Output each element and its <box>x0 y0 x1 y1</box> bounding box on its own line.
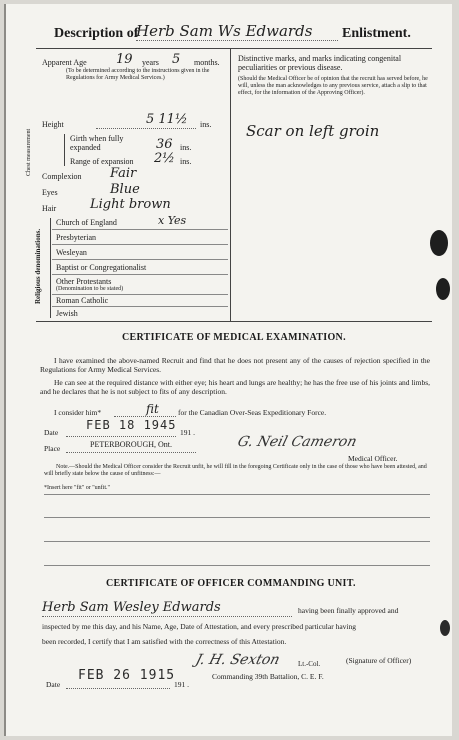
medical-para-1: I have examined the above-named Recruit and find that he does not present any of the causes of rejection specified in the Regulations for Army Medical Services. <box>40 356 430 374</box>
religion-row-line-3 <box>52 274 228 275</box>
height-value: 5 11½ <box>146 112 188 127</box>
medical-officer-signature: G. Neil Cameron <box>235 434 359 450</box>
consider-line <box>114 416 176 417</box>
girth-unit: ins. <box>180 143 192 152</box>
years-label: years <box>142 58 159 67</box>
commanding-unit: Commanding 39th Battalion, C. E. F. <box>212 672 324 681</box>
commanding-line-3: been recorded, I certify that I am satisfied with the correctness of this Attestation. <box>42 637 287 646</box>
consider-value: fit <box>146 402 159 416</box>
religion-item-denomination-note: (Denomination to be stated) <box>56 286 124 292</box>
unfitness-line-2 <box>44 517 430 518</box>
chest-measurement-label: Chest measurement <box>26 128 32 176</box>
girth-value: 36 <box>156 137 173 152</box>
complexion-value: Fair <box>110 166 137 181</box>
consider-suffix: for the Canadian Over-Seas Expeditionary Force. <box>178 408 327 417</box>
distinctive-marks-note: (Should the Medical Officer be of opinion that the recruit has served before, he will, unless the man acknowledges to any previous service, attach a slip to that effect, for the information of the Approving Officer). <box>238 76 428 96</box>
range-value: 2½ <box>154 151 175 166</box>
religion-row-line-4 <box>52 294 228 295</box>
religion-label: Religious denominations. <box>34 228 42 304</box>
apparent-age-label: Apparent Age <box>42 58 87 67</box>
commanding-name-line <box>42 616 292 617</box>
consider-prefix: I consider him* <box>54 408 102 417</box>
medical-date-label: Date <box>44 428 59 437</box>
unfitness-line-4 <box>44 565 430 566</box>
religion-mark-church-of-england: x Yes <box>158 214 187 227</box>
medical-officer-label: Medical Officer. <box>348 454 398 463</box>
religion-item-jewish: Jewish <box>56 309 78 318</box>
commanding-certificate-title: CERTIFICATE OF OFFICER COMMANDING UNIT. <box>106 578 356 589</box>
commanding-date-stamp: FEB 26 1915 <box>78 668 176 683</box>
range-label: Range of expansion <box>70 157 134 166</box>
medical-certificate-title: CERTIFICATE OF MEDICAL EXAMINATION. <box>122 332 346 343</box>
religion-bracket <box>50 218 51 318</box>
commanding-officer-signature: J. H. Sexton <box>193 652 282 668</box>
height-label: Height <box>42 120 64 129</box>
months-label: months. <box>194 58 220 67</box>
age-years-value: 19 <box>116 52 133 67</box>
distinctive-marks-header: Distinctive marks, and marks indicating congenital peculiarities or previous disease. <box>238 54 402 72</box>
place-value: PETERBOROUGH, Ont. <box>90 440 173 449</box>
commanding-line-2: inspected by me this day, and his Name, Age, Date of Attestation, and every prescribed particular having <box>42 622 357 631</box>
age-note: (To be determined according to the instructions given in the Regulations for Army Medical Services.) <box>66 68 210 81</box>
attestation-page <box>4 4 452 736</box>
religion-item-church-of-england: Church of England <box>56 218 117 227</box>
fit-footnote: *Insert here "fit" or "unfit." <box>44 485 110 491</box>
range-unit: ins. <box>180 157 192 166</box>
commanding-recruit-name: Herb Sam Wesley Edwards <box>42 600 221 615</box>
hair-value: Light brown <box>90 197 171 212</box>
medical-para-2: He can see at the required distance with either eye; his heart and lungs are healthy; he has the free use of his joints and limbs, and he declares that he is not subject to fits of any description. <box>40 378 430 396</box>
commanding-date-label: Date <box>46 680 61 689</box>
religion-item-other-protestants: Other Protestants <box>56 277 112 286</box>
hair-label: Hair <box>42 204 57 213</box>
religion-row-line-5 <box>52 306 228 307</box>
girth-label: Girth when fully expanded <box>70 134 124 152</box>
place-label: Place <box>44 444 61 453</box>
eyes-value: Blue <box>110 182 140 197</box>
signature-of-officer-label: (Signature of Officer) <box>346 656 412 665</box>
religion-row-line-2 <box>52 259 228 260</box>
scan-blotch-3 <box>440 620 450 636</box>
place-line <box>66 452 196 453</box>
religion-row-line-1 <box>52 244 228 245</box>
religion-item-presbyterian: Presbyterian <box>56 233 96 242</box>
header-recruit-name: Herb Sam Ws Edwards <box>136 22 313 40</box>
header-name-line <box>136 40 338 41</box>
unfitness-line-1 <box>44 494 430 495</box>
commanding-date-line <box>66 688 170 689</box>
chest-bracket <box>64 134 65 166</box>
medical-note: Note.—Should the Medical Officer consider the Recruit unfit, he will fill in the foregoing Certificate only in the case of those who have been attested, and will briefly state below the cause of unfitness:— <box>44 464 427 477</box>
religion-item-baptist: Baptist or Congregationalist <box>56 263 147 272</box>
commanding-year-suffix: 191 . <box>174 680 189 689</box>
religion-item-wesleyan: Wesleyan <box>56 248 87 257</box>
complexion-label: Complexion <box>42 172 82 181</box>
eyes-label: Eyes <box>42 188 58 197</box>
table-center-divider <box>230 48 231 321</box>
scan-blotch-2 <box>436 278 450 300</box>
header-suffix: Enlistment. <box>342 26 411 41</box>
religion-item-roman-catholic: Roman Catholic <box>56 296 109 305</box>
commanding-officer-rank: Lt.-Col. <box>298 660 321 668</box>
table-bottom-border <box>36 321 432 322</box>
medical-year-suffix: 191 . <box>180 428 195 437</box>
height-line <box>96 128 196 129</box>
header-prefix: Description of <box>54 26 139 41</box>
age-months-value: 5 <box>172 52 181 67</box>
commanding-line-1-suffix: having been finally approved and <box>298 606 399 615</box>
medical-date-line <box>66 436 176 437</box>
table-top-border <box>36 48 432 49</box>
medical-date-stamp: FEB 18 1945 <box>86 418 177 432</box>
scan-blotch-1 <box>430 230 448 256</box>
height-unit: ins. <box>200 120 212 129</box>
religion-row-line-0 <box>52 229 228 230</box>
unfitness-line-3 <box>44 541 430 542</box>
distinctive-marks-value: Scar on left groin <box>246 122 380 140</box>
